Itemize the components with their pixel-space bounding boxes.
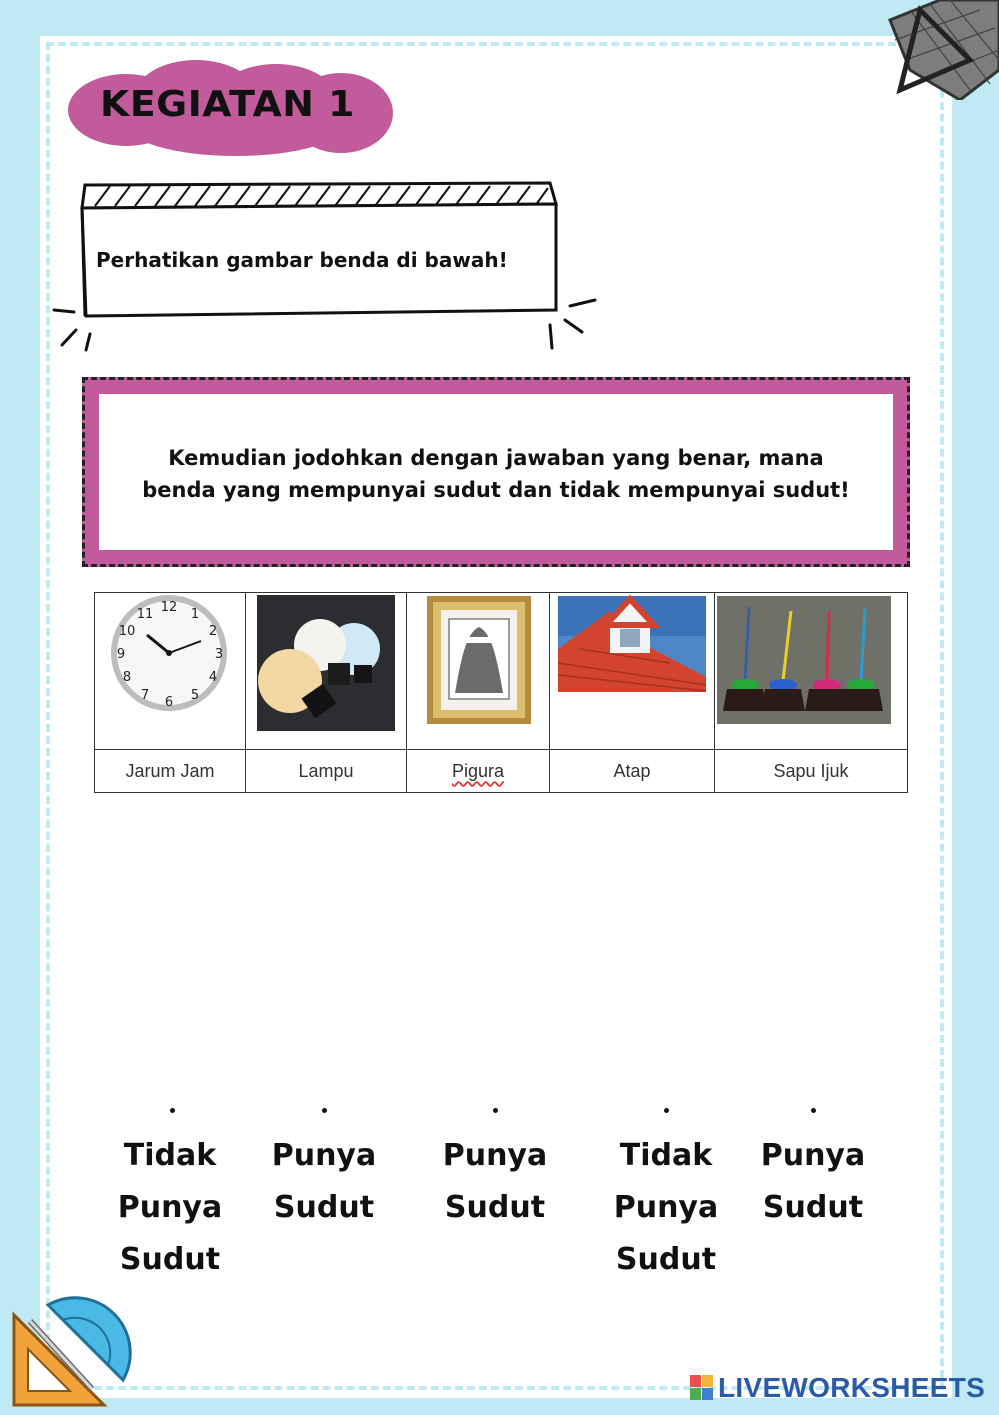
answer-line: Punya: [442, 1138, 548, 1173]
answer-option-3[interactable]: [415, 1130, 575, 1234]
objects-table: [94, 592, 908, 793]
table-cell: [95, 593, 246, 750]
svg-text:10: 10: [118, 624, 136, 639]
answer-line: Sudut: [762, 1190, 864, 1225]
svg-text:9: 9: [116, 647, 126, 662]
activity-title: KEGIATAN 1: [100, 84, 355, 125]
answer-line: Sudut: [444, 1190, 546, 1225]
brand-name: LIVEWORKSHEETS: [718, 1372, 986, 1403]
instruction-line-2: benda yang mempunyai sudut dan tidak mempunyai sudut!: [142, 478, 850, 502]
broom-image: [715, 593, 907, 745]
answer-line: Punya: [613, 1190, 719, 1225]
light-bulb-image: [246, 593, 406, 745]
answer-line: Sudut: [615, 1242, 717, 1277]
answer-line: Punya: [760, 1138, 866, 1173]
answer-line: Sudut: [119, 1242, 221, 1277]
svg-text:12: 12: [160, 600, 178, 615]
item-label-pigura-cell: [407, 750, 550, 793]
svg-text:3: 3: [214, 647, 224, 662]
clock-image: [95, 593, 245, 745]
answer-line: Punya: [271, 1138, 377, 1173]
table-cell: [407, 593, 550, 750]
answer-line: Tidak: [123, 1138, 217, 1173]
answer-line: Sudut: [273, 1190, 375, 1225]
table-cell: [550, 593, 715, 750]
answer-option-4[interactable]: [586, 1130, 746, 1286]
svg-text:1: 1: [190, 607, 200, 622]
ruler-grid-icon: [880, 0, 999, 100]
liveworksheets-logo: [690, 1372, 985, 1404]
instruction-text: [142, 438, 850, 506]
svg-text:11: 11: [136, 607, 154, 622]
protractor-set-square-icon: [8, 1285, 138, 1410]
item-label-lampu: Lampu: [246, 750, 407, 793]
item-label-sapu-ijuk: Sapu Ijuk: [715, 750, 908, 793]
match-dot[interactable]: [811, 1108, 816, 1113]
roof-image: [550, 593, 714, 745]
match-dot[interactable]: [322, 1108, 327, 1113]
svg-text:8: 8: [122, 670, 132, 685]
instruction-line-1: Kemudian jodohkan dengan jawaban yang benar, mana: [168, 446, 824, 470]
match-dot[interactable]: [664, 1108, 669, 1113]
picture-frame-image: [407, 593, 549, 745]
answer-line: Punya: [117, 1190, 223, 1225]
banner-instruction: Perhatikan gambar benda di bawah!: [96, 248, 508, 272]
table-cell: [715, 593, 908, 750]
instruction-box: [82, 377, 910, 567]
svg-text:2: 2: [208, 624, 218, 639]
item-label-jarum-jam: Jarum Jam: [95, 750, 246, 793]
answer-option-5[interactable]: [733, 1130, 893, 1234]
svg-text:5: 5: [190, 688, 200, 703]
logo-blocks-icon: [690, 1375, 714, 1401]
answer-option-1[interactable]: [90, 1130, 250, 1286]
match-dot[interactable]: [170, 1108, 175, 1113]
svg-text:7: 7: [140, 688, 150, 703]
instruction-inner: [99, 394, 893, 550]
table-cell: [246, 593, 407, 750]
labels-row: [95, 750, 908, 793]
images-row: [95, 593, 908, 750]
item-label-pigura: Pigura: [451, 760, 505, 781]
item-label-atap: Atap: [550, 750, 715, 793]
match-dot[interactable]: [493, 1108, 498, 1113]
svg-text:6: 6: [164, 695, 174, 710]
svg-text:4: 4: [208, 670, 218, 685]
answer-option-2[interactable]: [244, 1130, 404, 1234]
answer-line: Tidak: [619, 1138, 713, 1173]
